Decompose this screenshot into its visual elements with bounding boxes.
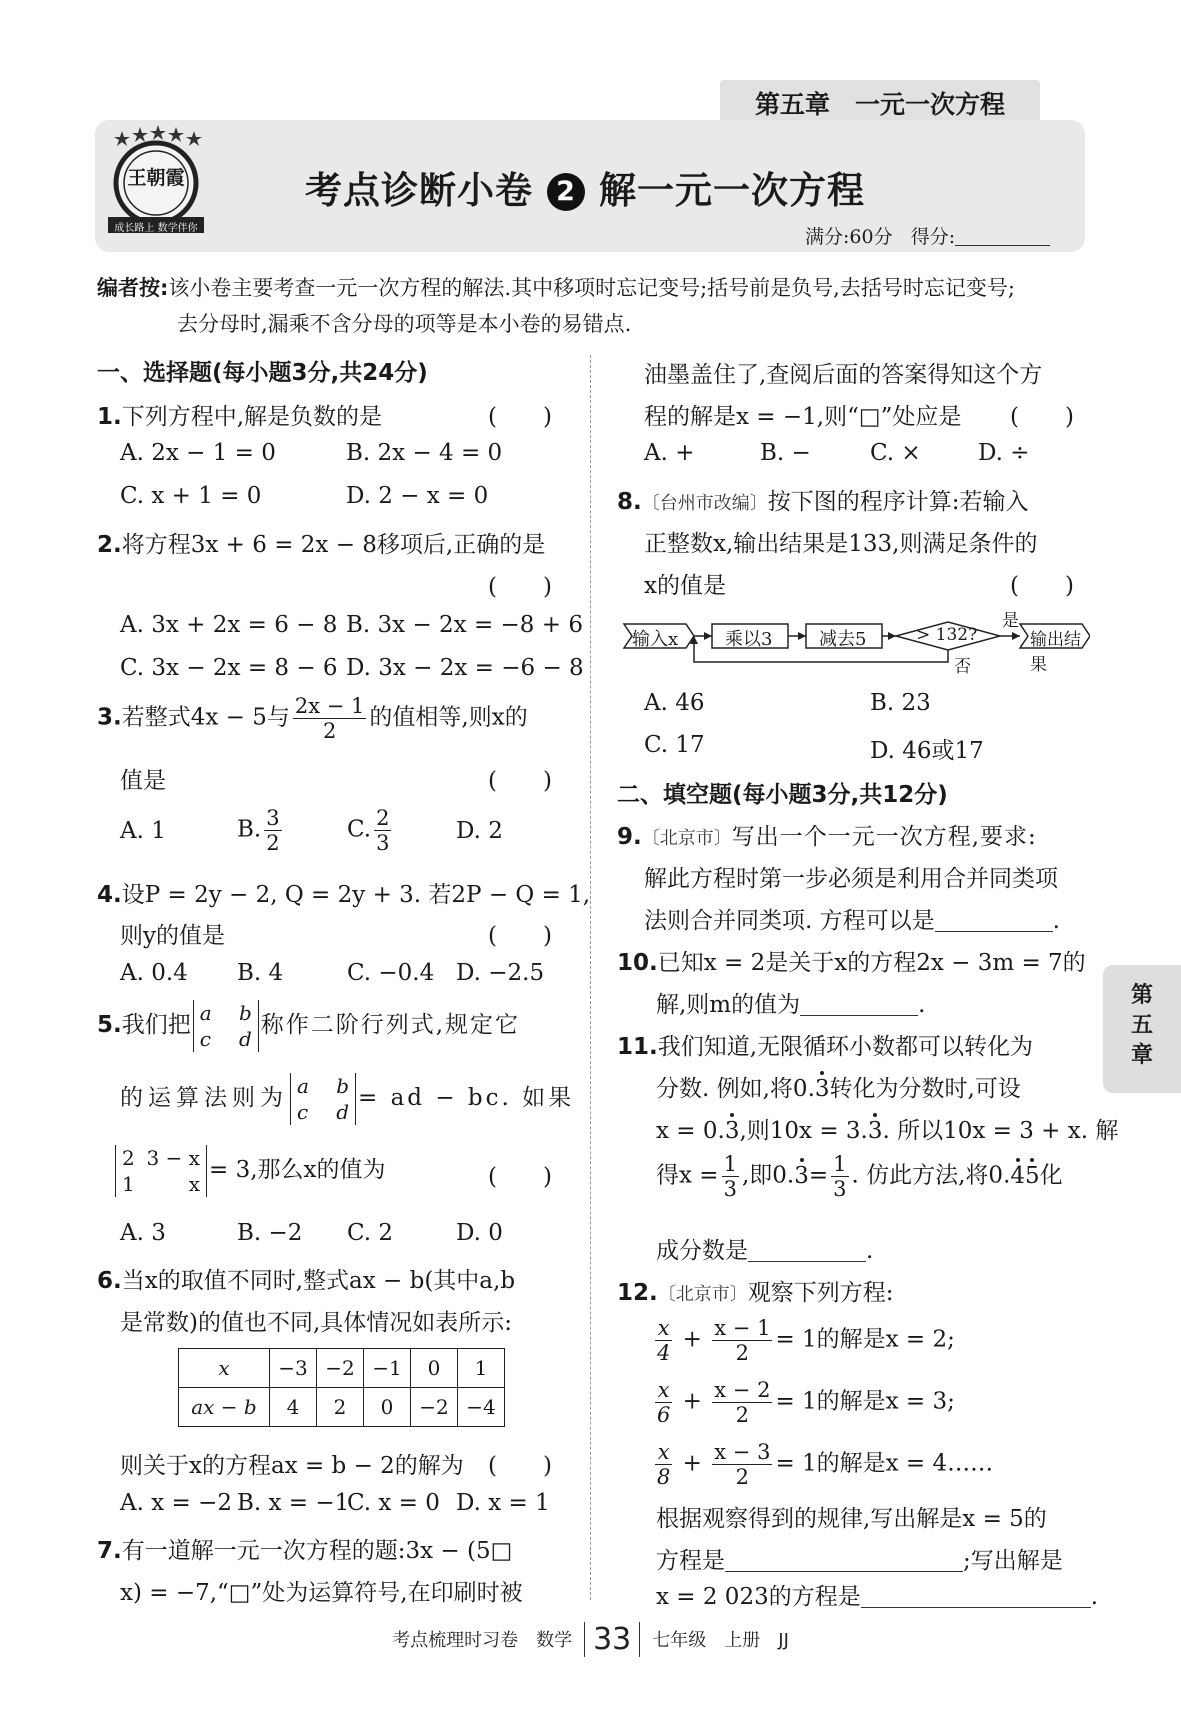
flow-compare: > 132? bbox=[916, 625, 978, 645]
brand-motto: 成长路上 bbox=[114, 223, 155, 234]
q11-text: . 所以10x = 3 + x. 解 bbox=[882, 1118, 1119, 1144]
table-row bbox=[179, 1388, 505, 1427]
footer-right: 七年级 上册 JJ bbox=[652, 1630, 789, 1651]
table-row bbox=[179, 1349, 505, 1388]
q6-option-a[interactable]: A. x = −2 bbox=[120, 1490, 233, 1516]
frac-num: x bbox=[655, 1316, 672, 1341]
q5-option-b[interactable]: B. −2 bbox=[237, 1220, 303, 1246]
q11-fraction-2 bbox=[831, 1152, 848, 1201]
q5-number: 5. bbox=[97, 1012, 122, 1038]
table-cell: 1 bbox=[458, 1349, 505, 1388]
q9-text-3: 法则合并同类项. 方程可以是 bbox=[644, 908, 935, 934]
q3-option-b[interactable] bbox=[237, 806, 285, 855]
repeating-digit: 4 bbox=[1010, 1162, 1026, 1189]
det-cell: a bbox=[297, 1074, 309, 1098]
score-blank[interactable] bbox=[955, 227, 1050, 246]
q3-b-label: B. bbox=[237, 816, 262, 843]
q5-text-4: = ad − bc. 如果 bbox=[358, 1085, 575, 1111]
table-cell: 4 bbox=[270, 1388, 317, 1427]
q11-text: 化 bbox=[1039, 1162, 1063, 1189]
q8-number: 8. bbox=[617, 489, 642, 515]
q8-option-a[interactable]: A. 46 bbox=[644, 690, 705, 716]
q11-frac-den: 3 bbox=[833, 1177, 847, 1201]
q6-option-c[interactable]: C. x = 0 bbox=[347, 1490, 440, 1516]
q5-text-5: = 3,那么x的值为 bbox=[209, 1157, 386, 1183]
q5-option-c[interactable]: C. 2 bbox=[347, 1220, 394, 1246]
q5-text-3: 的运算法则为 bbox=[120, 1085, 288, 1111]
repeating-digit: 3 bbox=[814, 1076, 830, 1102]
q12-source: 〔北京市〕 bbox=[657, 1284, 748, 1305]
q11-text: = bbox=[808, 1162, 829, 1189]
q2-option-b[interactable]: B. 3x − 2x = −8 + 6 bbox=[346, 612, 583, 638]
q5-text-2: 称作二阶行列式,规定它 bbox=[260, 1012, 521, 1038]
q3-number: 3. bbox=[97, 704, 122, 731]
flow-subtract: 减去5 bbox=[819, 629, 867, 650]
q8-option-c[interactable]: C. 17 bbox=[644, 732, 705, 758]
q11-stem-3 bbox=[656, 1112, 1118, 1145]
q11-text-1: 我们知道,无限循环小数都可以转化为 bbox=[657, 1034, 1034, 1060]
flow-multiply: 乘以3 bbox=[725, 629, 773, 650]
q11-text: 得x = bbox=[656, 1162, 719, 1189]
q5-determinant bbox=[193, 1000, 259, 1052]
q9-source: 〔北京市〕 bbox=[641, 828, 732, 849]
note-label: 编者按: bbox=[97, 276, 169, 300]
answer-paren[interactable]: ( ) bbox=[488, 768, 552, 794]
score-label: 得分: bbox=[910, 226, 956, 248]
q3-b-den: 2 bbox=[266, 831, 280, 855]
equation-fraction bbox=[655, 1440, 672, 1489]
q7-stem-4: 程的解是x = −1,则“□”处应是 bbox=[644, 404, 962, 430]
q2-option-a[interactable]: A. 3x + 2x = 6 − 8 bbox=[120, 612, 338, 638]
table-cell: −2 bbox=[317, 1349, 364, 1388]
answer-blank[interactable] bbox=[800, 995, 918, 1016]
footer-left: 考点梳理时习卷 数学 bbox=[392, 1630, 573, 1651]
note-line-1: 该小卷主要考查一元一次方程的解法.其中移项时忘记变号;括号前是负号,去括号时忘记变号; bbox=[168, 276, 1015, 300]
q6-stem-2: 是常数)的值也不同,具体情况如表所示: bbox=[120, 1310, 513, 1336]
q12-equation: $\frac{x}{4}$ + $\frac{x - 1}{2}$ = 1的解是x = 2; bbox=[657, 1316, 955, 1365]
q5-option-d[interactable]: D. 0 bbox=[456, 1220, 503, 1246]
q3-frac-num: 2x − 1 bbox=[294, 694, 365, 718]
answer-paren[interactable]: ( ) bbox=[1010, 573, 1074, 599]
table-cell: −2 bbox=[411, 1388, 458, 1427]
title-prefix: 考点诊断小卷 bbox=[305, 169, 533, 212]
q11-text-5: 成分数是 bbox=[656, 1238, 748, 1264]
column-divider bbox=[590, 355, 591, 1600]
q3-c-num: 2 bbox=[376, 806, 390, 830]
det-cell: a bbox=[199, 1001, 212, 1025]
q11-stem-2 bbox=[656, 1070, 1021, 1103]
det-cell: d bbox=[336, 1100, 349, 1124]
q10-text-2: 解,则m的值为 bbox=[656, 992, 801, 1018]
q7-stem-2: x) = −7,“□”处为运算符号,在印刷时被 bbox=[120, 1580, 523, 1606]
q6-stem bbox=[97, 1262, 515, 1295]
score-line bbox=[805, 222, 1050, 249]
full-score: 满分:60分 bbox=[805, 226, 893, 248]
q12-stem-2: 根据观察得到的规律,写出解是x = 5的 bbox=[656, 1506, 1047, 1532]
answer-blank[interactable] bbox=[861, 1587, 1091, 1608]
frac-den: 8 bbox=[657, 1465, 671, 1489]
table-cell: ax − b bbox=[179, 1388, 270, 1427]
q5-option-a[interactable]: A. 3 bbox=[120, 1220, 166, 1246]
q3-b-num: 3 bbox=[266, 806, 280, 830]
table-cell: 0 bbox=[364, 1388, 411, 1427]
q8-text-1: 按下图的程序计算:若输入 bbox=[767, 489, 1029, 515]
answer-blank[interactable] bbox=[725, 1551, 963, 1572]
det-cell: x bbox=[188, 1172, 200, 1196]
brand-name: 王朝霞 bbox=[127, 167, 185, 189]
q4-option-d[interactable]: D. −2.5 bbox=[456, 960, 545, 986]
q8-stem-3: x的值是 bbox=[644, 573, 726, 599]
q1-stem bbox=[97, 398, 382, 431]
q9-stem bbox=[617, 818, 1037, 851]
q11-text: x = 0. bbox=[656, 1118, 725, 1144]
q10-stem bbox=[617, 944, 1086, 977]
q5-determinant-3 bbox=[115, 1145, 207, 1197]
q12-stem-3 bbox=[656, 1542, 1063, 1575]
q11-stem-4 bbox=[656, 1152, 1063, 1201]
chapter-tab: 第五章 一元一次方程 bbox=[720, 80, 1040, 130]
frac-num: x − 2 bbox=[714, 1378, 771, 1402]
q12-equation: $\frac{x}{8}$ + $\frac{x - 3}{2}$ = 1的解是x = 4…… bbox=[657, 1440, 994, 1489]
q3-text-1: 若整式4x − 5与 bbox=[121, 704, 290, 731]
side-chapter-tab bbox=[1103, 965, 1181, 1093]
det-cell: d bbox=[238, 1027, 252, 1051]
q1-option-a[interactable]: A. 2x − 1 = 0 bbox=[120, 440, 276, 466]
q7-option-a[interactable]: A. + bbox=[644, 440, 695, 466]
q11-number: 11. bbox=[617, 1034, 658, 1060]
q11-stem bbox=[617, 1028, 1033, 1061]
frac-den: 2 bbox=[735, 1465, 750, 1489]
q3-c-fraction bbox=[374, 806, 391, 855]
q12-number: 12. bbox=[617, 1280, 658, 1306]
frac-den: 6 bbox=[657, 1403, 671, 1427]
q7-number: 7. bbox=[97, 1538, 122, 1564]
q3-option-a[interactable]: A. 1 bbox=[120, 818, 166, 844]
answer-paren[interactable]: ( ) bbox=[1010, 404, 1074, 430]
q7-text-1: 有一道解一元一次方程的题:3x − (5□ bbox=[121, 1538, 513, 1564]
equation-text: = 1的解是x = 2; bbox=[775, 1326, 955, 1353]
page-title bbox=[305, 160, 865, 214]
q6-option-b[interactable]: B. x = −1 bbox=[237, 1490, 350, 1516]
frac-den: 2 bbox=[735, 1403, 750, 1427]
q11-stem-5: 成分数是 . bbox=[656, 1238, 874, 1264]
q4-text: 设P = 2y − 2, Q = 2y + 3. 若2P − Q = 1, bbox=[121, 882, 591, 908]
equation-fraction bbox=[655, 1378, 672, 1427]
q2-option-c[interactable]: C. 3x − 2x = 8 − 6 bbox=[120, 655, 338, 681]
q3-stem bbox=[97, 694, 528, 743]
frac-den: 2 bbox=[735, 1341, 750, 1365]
q12-stem bbox=[617, 1274, 894, 1307]
flow-yes: 是 bbox=[1002, 611, 1019, 631]
q12-equation: $\frac{x}{6}$ + $\frac{x - 2}{2}$ = 1的解是x = 3; bbox=[657, 1378, 955, 1427]
q3-fraction bbox=[293, 694, 367, 743]
q9-stem-3: 法则合并同类项. 方程可以是 . bbox=[644, 908, 1060, 934]
q11-frac-den: 3 bbox=[723, 1177, 737, 1201]
q11-frac-num: 1 bbox=[723, 1152, 737, 1176]
repeating-digit: 3 bbox=[724, 1118, 740, 1144]
q4-option-c[interactable]: C. −0.4 bbox=[347, 960, 435, 986]
q11-text: ,则10x = 3. bbox=[739, 1118, 868, 1144]
table-cell: 0 bbox=[411, 1349, 458, 1388]
q10-number: 10. bbox=[617, 950, 658, 976]
q7-option-c[interactable]: C. × bbox=[870, 440, 921, 466]
repeating-digit: 3 bbox=[794, 1162, 809, 1189]
q6-text-1: 当x的取值不同时,整式ax − b(其中a,b bbox=[121, 1268, 516, 1294]
q5-rule bbox=[120, 1073, 574, 1125]
table-cell: 2 bbox=[317, 1388, 364, 1427]
q5-stem bbox=[97, 1000, 520, 1052]
q10-stem-2: 解,则m的值为 . bbox=[656, 992, 926, 1018]
q4-number: 4. bbox=[97, 882, 122, 908]
q11-text: 分数. 例如,将0. bbox=[656, 1076, 815, 1102]
q3-option-d[interactable]: D. 2 bbox=[456, 818, 503, 844]
answer-blank[interactable] bbox=[748, 1241, 866, 1262]
equation-fraction bbox=[712, 1378, 772, 1427]
q8-stem bbox=[617, 483, 1029, 516]
q2-option-d[interactable]: D. 3x − 2x = −6 − 8 bbox=[346, 655, 584, 681]
q8-option-d[interactable]: D. 46或17 bbox=[870, 738, 984, 764]
q10-text-1: 已知x = 2是关于x的方程2x − 3m = 7的 bbox=[657, 950, 1086, 976]
q1-number: 1. bbox=[97, 404, 122, 430]
q2-stem bbox=[97, 526, 545, 559]
q5-determinant-2 bbox=[290, 1073, 356, 1125]
page-number: 33 bbox=[584, 1622, 640, 1657]
q8-stem-2: 正整数x,输出结果是133,则满足条件的 bbox=[644, 531, 1038, 557]
q5-condition bbox=[113, 1145, 386, 1197]
q11-text: ,即0. bbox=[741, 1162, 795, 1189]
q7-stem bbox=[97, 1532, 512, 1565]
answer-paren[interactable]: ( ) bbox=[488, 1453, 552, 1479]
q3-frac-den: 2 bbox=[322, 719, 337, 743]
q2-text: 将方程3x + 6 = 2x − 8移项后,正确的是 bbox=[121, 532, 546, 558]
q9-stem-2: 解此方程时第一步必须是利用合并同类项 bbox=[644, 866, 1058, 892]
q3-stem-2: 值是 bbox=[120, 768, 166, 794]
q11-text: 转化为分数时,可设 bbox=[829, 1076, 1021, 1102]
q4-stem bbox=[97, 876, 590, 909]
q7-option-d[interactable]: D. ÷ bbox=[978, 440, 1030, 466]
q11-frac-num: 1 bbox=[833, 1152, 847, 1176]
q1-option-c[interactable]: C. x + 1 = 0 bbox=[120, 483, 262, 509]
q8-source: 〔台州市改编〕 bbox=[641, 493, 768, 514]
q8-flowchart bbox=[620, 611, 1090, 677]
note-line-2: 去分母时,漏乘不含分母的项等是本小卷的易错点. bbox=[177, 312, 632, 336]
frac-num: x bbox=[655, 1440, 672, 1465]
det-cell: c bbox=[297, 1100, 309, 1124]
brand-logo bbox=[102, 125, 210, 237]
q4-stem-2: 则y的值是 bbox=[120, 923, 225, 949]
table-cell: −1 bbox=[364, 1349, 411, 1388]
page-footer bbox=[0, 1622, 1181, 1657]
repeating-digit: 5 bbox=[1025, 1162, 1040, 1189]
q1-text: 下列方程中,解是负数的是 bbox=[121, 404, 383, 430]
table-cell: −3 bbox=[270, 1349, 317, 1388]
q11-fraction bbox=[722, 1152, 739, 1201]
q1-option-b[interactable]: B. 2x − 4 = 0 bbox=[346, 440, 503, 466]
answer-blank[interactable] bbox=[935, 911, 1053, 932]
answer-paren[interactable]: ( ) bbox=[488, 1164, 552, 1190]
q4-option-a[interactable]: A. 0.4 bbox=[120, 960, 188, 986]
flow-input: 输入x bbox=[632, 629, 679, 650]
frac-num: x bbox=[655, 1378, 672, 1403]
repeating-digit: 3 bbox=[867, 1118, 883, 1144]
editor-note bbox=[97, 270, 1092, 342]
flow-output: 输出结果 bbox=[1030, 630, 1081, 675]
q3-c-label: C. bbox=[347, 816, 372, 843]
det-cell: 2 bbox=[122, 1146, 135, 1170]
section-choice: 一、选择题(每小题3分,共24分) bbox=[97, 360, 428, 386]
brand-motto-2: 数学伴你 bbox=[157, 223, 198, 234]
q3-text-2: 的值相等,则x的 bbox=[369, 704, 528, 731]
frac-num: x − 1 bbox=[714, 1316, 771, 1340]
q12-text-1: 观察下列方程: bbox=[747, 1280, 894, 1306]
q3-option-c[interactable] bbox=[347, 806, 394, 855]
q12-text-3: 方程是 bbox=[656, 1548, 725, 1574]
q4-option-b[interactable]: B. 4 bbox=[237, 960, 284, 986]
side-char: 章 bbox=[1130, 1043, 1153, 1068]
table-cell: x bbox=[179, 1349, 270, 1388]
equation-text: = 1的解是x = 3; bbox=[775, 1388, 955, 1415]
q12-text-4: x = 2 023的方程是 bbox=[656, 1584, 861, 1610]
title-main: 解一元一次方程 bbox=[599, 169, 865, 212]
answer-paren[interactable]: ( ) bbox=[488, 404, 552, 430]
answer-paren[interactable]: ( ) bbox=[488, 574, 552, 600]
side-char: 第 bbox=[1130, 983, 1153, 1008]
q2-number: 2. bbox=[97, 532, 122, 558]
equation-text: = 1的解是x = 4…… bbox=[775, 1450, 994, 1477]
q12-text-3b: ;写出解是 bbox=[963, 1548, 1063, 1574]
table-cell: −4 bbox=[458, 1388, 505, 1427]
det-cell: 1 bbox=[122, 1172, 135, 1196]
det-cell: c bbox=[199, 1027, 211, 1051]
q9-text-1: 写出一个一元一次方程,要求: bbox=[731, 824, 1037, 850]
q7-stem-3: 油墨盖住了,查阅后面的答案得知这个方 bbox=[644, 362, 1043, 388]
frac-den: 4 bbox=[657, 1341, 671, 1365]
q9-number: 9. bbox=[617, 824, 642, 850]
q6-table bbox=[178, 1348, 505, 1427]
equation-fraction bbox=[712, 1316, 772, 1365]
section-fill: 二、填空题(每小题3分,共12分) bbox=[617, 782, 948, 808]
title-number: 2 bbox=[547, 173, 585, 211]
q5-text-1: 我们把 bbox=[121, 1012, 191, 1038]
det-cell: b bbox=[238, 1001, 252, 1025]
frac-num: x − 3 bbox=[714, 1440, 771, 1464]
flow-no: 否 bbox=[954, 657, 971, 677]
equation-fraction bbox=[712, 1440, 772, 1489]
det-cell: 3 − x bbox=[146, 1146, 200, 1170]
answer-paren[interactable]: ( ) bbox=[488, 923, 552, 949]
side-char: 五 bbox=[1130, 1013, 1153, 1038]
q6-stem-3: 则关于x的方程ax = b − 2的解为 bbox=[120, 1453, 464, 1479]
q6-option-d[interactable]: D. x = 1 bbox=[456, 1490, 550, 1516]
q8-option-b[interactable]: B. 23 bbox=[870, 690, 931, 716]
q12-stem-4: x = 2 023的方程是 . bbox=[656, 1584, 1099, 1610]
det-cell: b bbox=[336, 1074, 349, 1098]
equation-fraction bbox=[655, 1316, 672, 1365]
q1-option-d[interactable]: D. 2 − x = 0 bbox=[346, 483, 489, 509]
q6-number: 6. bbox=[97, 1268, 122, 1294]
q11-text: . 仿此方法,将0. bbox=[851, 1162, 1011, 1189]
q3-b-fraction bbox=[264, 806, 281, 855]
q7-option-b[interactable]: B. − bbox=[760, 440, 811, 466]
q3-c-den: 3 bbox=[376, 831, 390, 855]
